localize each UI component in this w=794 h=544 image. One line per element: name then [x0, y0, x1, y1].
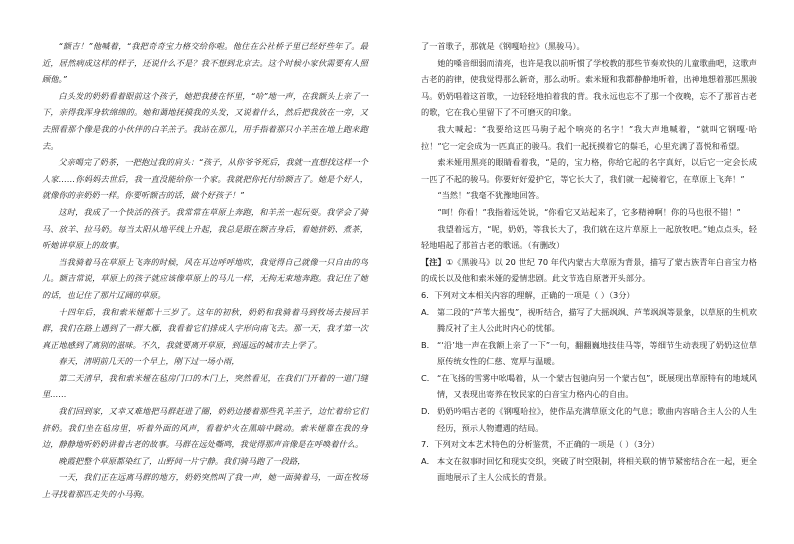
right-paragraph-1: 了一首歌子，那就是《钢嘎哈拉》（黑骏马）。 — [421, 41, 585, 51]
left-paragraph-9: 我们回到家，又幸又难地把马群赶进了圈，奶奶边搂着那些乳羊羔子，边忙着给它们挤奶。我们坐在毡房里，听着外面的风声，看着炉火在黑暗中跳动。索米娅靠在我的身边，静静地听奶奶讲着古老的故事。马群在远处嘶鸣，我觉得那声音像是在呼唤着什么。 — [42, 406, 368, 450]
left-paragraph-11: 一天，我们正在远离马群的地方，奶奶突然叫了我一声，她一面骑着马，一面在牧场上寻找着那匹走失的小马驹。 — [42, 472, 368, 500]
footnote-label: 【注】 — [421, 256, 446, 267]
option-text: 第二段的“芦苇大摇曳”，视听结合，描写了大摇飒飒、芦苇飒飒等景象，以草原的生机欢腾反衬了主人公此时内心的忧郁。 — [437, 306, 757, 334]
question-7: 7．下列对文本艺术特色的分析鉴赏，不正确的一项是（ ）（3分） — [421, 439, 660, 450]
footnote-text: ①《黑骏马》以 20 世纪 70 年代内蒙古大草原为背景，描写了蒙古族青年白音宝力格的成长以及他和索米娅的爱情悲剧。此文节选自原著开头部分。 — [421, 256, 757, 284]
right-paragraph-3: 我大喊起：“我要给这匹马驹子起个响亮的名字！”我大声地喊着，“就叫它钢嘎·哈拉！”它一定会成为一匹真正的骏马。我们一起抚摸着它的鬃毛，心里充满了喜悦和希望。 — [421, 123, 757, 151]
option-text: 本文在叙事时回忆和现实交织，突破了时空限制，将相关联的情节紧密结合在一起，更全面地展示了主人公成长的背景。 — [437, 455, 757, 483]
left-paragraph-8: 第二天清早，我和索米娅在毡房门口的木门上，突然看见，在我们门开着的一道门缝里…… — [42, 372, 368, 400]
option-letter: B． — [421, 339, 435, 350]
q6-option-c[interactable] — [421, 370, 757, 403]
left-paragraph-7: 春天，清明前几天的一个早上，刚下过一场小雨， — [58, 356, 240, 367]
right-paragraph-7: 我望着远方，“呢，奶奶，等我长大了，我们就在这片草原上一起放牧吧。”她点点头，轻轻地唱起了那首古老的歌谣。（有删改） — [421, 223, 757, 251]
q6-option-b[interactable] — [421, 337, 757, 370]
q6-option-a[interactable] — [421, 304, 757, 337]
question-6: 6．下列对文本相关内容的理解，正确的一项是（ ）（3分） — [421, 289, 635, 300]
right-paragraph-4: 索米娅用黑亮的眼睛看着我，“是的，宝力格，你给它起的名字真好，以后它一定会长成一匹了不起的骏马。你要好好爱护它，等它长大了，我们就一起骑着它，在草原上飞奔！” — [421, 157, 757, 184]
left-paragraph-6: 十四年后，我和索米娅都十三岁了。这年的初秋，奶奶和我骑着马到牧场去接回羊群，我们在路上遇到了一群大雁，我看着它们排成人字形向南飞去。那一天，我才第一次真正地感到了离别的滋味。不久，我就要离开草原，到遥远的城市去上学了。 — [42, 306, 368, 350]
option-text: “‘沿’地一声在我额上亲了一下”一句，翻翻巍地技佳马等，等细节生动表现了奶奶这位草原传统女性的仁慈、宽厚与温暖。 — [437, 339, 757, 367]
option-text: “在飞扬的雪雾中吆喝着，从一个蒙古包驰向另一个蒙古包”，既展现出草原特有的地域风情，又表现出寄养在牧民家的白音宝力格内心的自由。 — [437, 372, 757, 400]
right-paragraph-2: 她的嗓音细弱而清亮，也许是我以前听惯了学校教的那些节奏欢快的儿童歌曲吧，这歌声古老的韵律，使我觉得那么新奇，那么动听。索米娅和我都静静地听着，出神地想着那匹黑骏马。奶奶唱着这首歌，一边轻轻地拍着我的背。我永远也忘不了那一个夜晚，忘不了那首古老的歌，它在我心里留下了不可磨灭的印象。 — [421, 57, 757, 118]
right-paragraph-5: “当然！”我毫不犹豫地回答。 — [437, 190, 545, 201]
left-paragraph-4: 这时，我成了一个快活的孩子。我常常在草原上奔跑，和羊羔一起玩耍。我学会了骑马、放羊、拉马奶。每当太阳从地平线上升起，我总是跟在额吉身后，看她挤奶、煮茶，听她讲草原上的故事。 — [42, 206, 368, 251]
left-paragraph-5: 当我骑着马在草原上飞奔的时候，风在耳边呼呼地吹，我觉得自己就像一只自由的鸟儿。额吉常说，草原上的孩子就应该像草原上的马儿一样，无拘无束地奔跑。我记住了她的话，也记住了那片辽阔的草原。 — [42, 256, 368, 300]
left-paragraph-1: “额吉！”他喊着，“我把奇奇宝力格交给你啦。他住在公社桥子里已经好些年了。最近，居然病成这样的样子，还说什么不是？我不想到北京去。这个时候小家伙需要有人照顾他。” — [42, 41, 368, 85]
left-paragraph-2: 白头发的奶奶看着眼前这个孩子，她把我搂在怀里，“哈”地一声，在我额头上亲了一下，亲得我浑身软绵绵的。她和蔼地抚摸我的头发，又说着什么，然后把我放在一旁，又去照看那个像是我的小伙伴的白羊羔子。我站在那儿，用手指着那只小羊羔在地上跑来跑去。 — [42, 90, 368, 151]
left-paragraph-10: 晚霞把整个草原都染红了，山野间一片宁静。我们骑马跑了一段路， — [58, 455, 306, 466]
left-paragraph-3: 父亲喝完了奶茶，一把抱过我的肩头：“孩子，从你爷爷死后，我就一直想找这样一个人家……你妈妈去世后，我一直没能给你一个家。我就把你托付给额吉了。她是个好人，就像你的亲奶奶一样。你要听额吉的话，做个好孩子！” — [42, 157, 368, 201]
left-column — [42, 38, 368, 503]
q7-option-a[interactable] — [421, 453, 757, 486]
q6-option-d[interactable] — [421, 403, 757, 436]
footnote — [421, 254, 757, 287]
option-letter: A． — [421, 306, 435, 317]
option-letter: D． — [421, 406, 436, 417]
option-letter: C． — [421, 372, 435, 383]
option-letter: A． — [421, 455, 435, 466]
right-paragraph-6: “呵！你看！”我指着远处说，“你看它又站起来了，它多精神啊！你的马也很不错！” — [437, 206, 741, 217]
right-column — [421, 38, 757, 486]
option-text: 奶奶吟唱古老的《钢嘎哈拉》，使作品充满草原文化的气息；歌曲内容暗合主人公的人生经历，预示人物遭遇的结局。 — [437, 406, 757, 433]
